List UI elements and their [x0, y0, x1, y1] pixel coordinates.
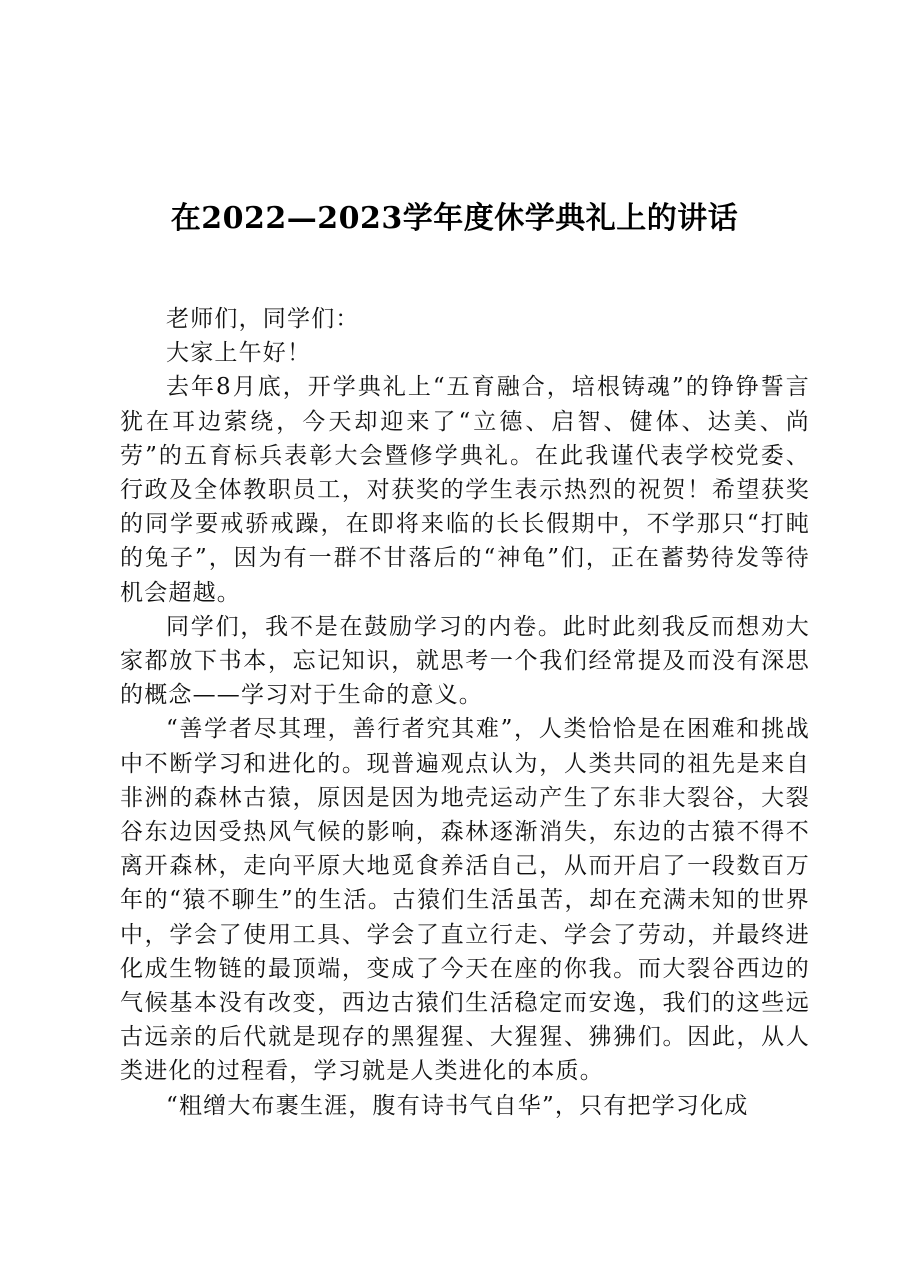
body-paragraph: “粗缯大布裹生涯，腹有诗书气自华”，只有把学习化成 [166, 1092, 749, 1119]
salutation-paragraph: 老师们，同学们： [166, 306, 360, 332]
body-paragraph: 同学们，我不是在鼓励学习的内卷。此时此刻我反而想劝大家都放下书本，忘记知识，就思考一个我们经常提及而没有深思的概念——学习对于生命的意义。 [120, 613, 810, 709]
document-title: 在2022—2023学年度休学典礼上的讲话 [170, 201, 739, 236]
body-paragraph: “善学者尽其理，善行者究其难”，人类恰恰是在困难和挑战中不断学习和进化的。现普遍观点认为，人类共同的祖先是来自非洲的森林古猿，原因是因为地壳运动产生了东非大裂谷，大裂谷东边因受热风气候的影响，森林逐渐消失，东边的古猿不得不离开森林，走向平原大地觅食养活自己，从而开启了一段数百万年的“猿不聊生”的生活。古猿们生活虽苦，却在充满未知的世界中，学会了使用工具、学会了直立行走、学会了劳动，并最终进化成生物链的最顶端，变成了今天在座的你我。而大裂谷西边的气候基本没有改变，西边古猿们生活稳定而安逸，我们的这些远古远亲的后代就是现存的黑猩猩、大猩猩、狒狒们。因此，从人类进化的过程看，学习就是人类进化的本质。 [120, 716, 810, 1085]
body-paragraph: 去年8月底，开学典礼上“五育融合，培根铸魂”的铮铮誓言犹在耳边萦绕，今天却迎来了“立德、启智、健体、达美、尚劳”的五育标兵表彰大会暨修学典礼。在此我谨代表学校党委、行政及全体教职员工，对获奖的学生表示热烈的祝贺！希望获奖的同学要戒骄戒躁，在即将来临的长长假期中，不学那只“打盹的兔子”，因为有一群不甘落后的“神龟”们，正在蓄势待发等待机会超越。 [120, 374, 810, 606]
greeting-paragraph: 大家上午好！ [166, 340, 312, 367]
document-body [120, 302, 810, 1123]
